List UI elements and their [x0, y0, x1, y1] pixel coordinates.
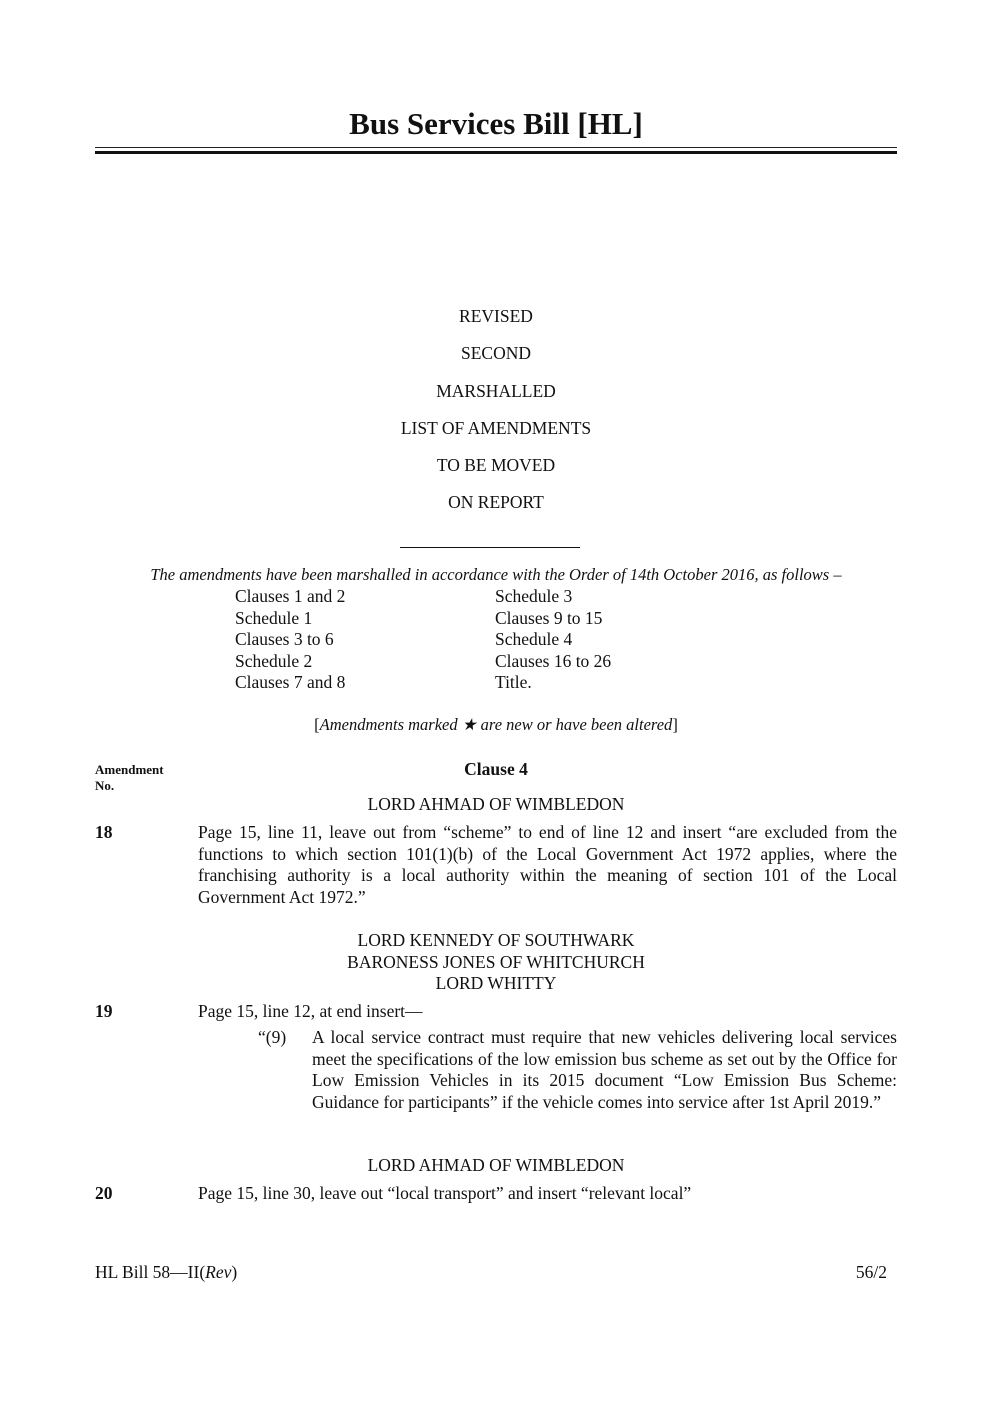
- label-line: Amendment: [95, 762, 164, 777]
- heading-line: MARSHALLED: [436, 380, 556, 401]
- document-heading: [95, 298, 897, 522]
- heading-line: REVISED: [459, 306, 533, 326]
- member-name: LORD AHMAD OF WIMBLEDON: [367, 794, 625, 814]
- member-name: LORD WHITTY: [435, 973, 557, 994]
- order-item: Schedule 3: [495, 586, 573, 606]
- order-item: Schedule 4: [495, 629, 573, 650]
- order-list-left: [235, 586, 345, 694]
- subsection-number: “(9): [258, 1027, 287, 1047]
- page-number: 56/2: [855, 1262, 887, 1282]
- order-item: Clauses 9 to 15: [495, 607, 603, 628]
- amendment-text: Page 15, line 11, leave out from “scheme” to end of line 12 and insert “are excluded from the functions to which section 101(1)(b) of the Local Government Act 1972 applies, where the franchising authority is a local authority within the meaning of section 101 of the Local Government Act 1972.”: [198, 822, 897, 907]
- heading-line: ON REPORT: [448, 492, 544, 513]
- bill-ref-rev: Rev: [205, 1262, 232, 1282]
- section-divider: [400, 547, 580, 548]
- order-item: Clauses 7 and 8: [235, 672, 346, 693]
- order-item: Title.: [495, 672, 532, 693]
- order-item: Clauses 1 and 2: [235, 586, 346, 606]
- order-item: Clauses 16 to 26: [495, 650, 612, 671]
- order-item: Clauses 3 to 6: [235, 629, 334, 650]
- member-names: [95, 930, 897, 995]
- member-name: LORD AHMAD OF WIMBLEDON: [367, 1155, 625, 1175]
- amendment-text: Page 15, line 12, at end insert—: [198, 1001, 423, 1021]
- amendment-number: 19: [95, 1001, 113, 1021]
- bracket: ]: [672, 715, 678, 734]
- heading-line: TO BE MOVED: [436, 455, 556, 476]
- amendment-number: 20: [95, 1183, 113, 1203]
- amendments-note: [95, 715, 897, 735]
- order-item: Schedule 1: [235, 607, 313, 628]
- member-names: [95, 794, 897, 816]
- amendment-number: 18: [95, 822, 113, 842]
- clause-heading: Clause 4: [464, 759, 528, 779]
- bill-ref-prefix: HL Bill 58—II(: [95, 1262, 206, 1282]
- bill-ref-suffix: ): [231, 1262, 238, 1282]
- inserted-subsection: [258, 1027, 897, 1113]
- note-text: Amendments marked ★ are new or have been altered: [319, 715, 673, 734]
- title-rule-thick: [95, 151, 897, 154]
- heading-line: SECOND: [460, 343, 531, 364]
- member-name: LORD KENNEDY OF SOUTHWARK: [357, 930, 635, 950]
- heading-line: LIST OF AMENDMENTS: [400, 417, 592, 438]
- order-text: The amendments have been marshalled in accordance with the Order of 14th October 2016, as follows –: [150, 565, 842, 584]
- member-name: BARONESS JONES OF WHITCHURCH: [347, 951, 645, 972]
- member-names: [95, 1155, 897, 1177]
- title-rule-thin: [95, 147, 897, 148]
- subsection-text: A local service contract must require that new vehicles delivering local services meet the specifications of the low emission bus scheme as set out by the Office for Low Emission Vehicles in its 2015 document “Low Emission Bus Scheme: Guidance for participants” if the vehicle comes into service after 1st April 2019.”: [312, 1027, 897, 1112]
- bill-reference: [95, 1262, 237, 1283]
- amendment-text: Page 15, line 30, leave out “local transport” and insert “relevant local”: [198, 1183, 692, 1203]
- order-list-right: [495, 586, 611, 694]
- bill-title: Bus Services Bill [HL]: [349, 106, 643, 141]
- order-item: Schedule 2: [235, 650, 313, 671]
- bracket: [: [314, 715, 320, 734]
- label-line: No.: [95, 778, 115, 793]
